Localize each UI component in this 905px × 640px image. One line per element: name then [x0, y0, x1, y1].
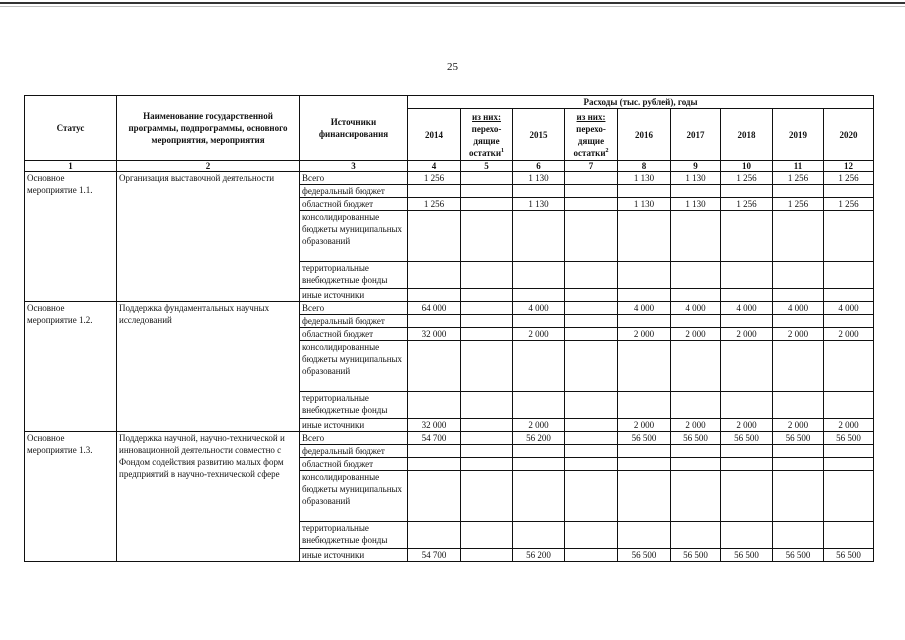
value-cell — [408, 315, 461, 328]
header-carryover-1 — [461, 109, 513, 161]
value-cell: 2 000 — [671, 328, 721, 341]
value-cell: 1 256 — [773, 198, 824, 211]
value-cell — [824, 471, 874, 522]
table-row — [25, 432, 874, 445]
value-cell — [565, 198, 618, 211]
value-cell — [671, 289, 721, 302]
column-number: 11 — [773, 161, 824, 172]
source-cell: иные источники — [300, 419, 408, 432]
value-cell: 4 000 — [773, 302, 824, 315]
value-cell: 56 500 — [618, 549, 671, 562]
column-number: 2 — [117, 161, 300, 172]
value-cell: 4 000 — [513, 302, 565, 315]
value-cell — [408, 445, 461, 458]
value-cell — [461, 419, 513, 432]
header-carryover-1-body: перехо-дящие остатки — [468, 123, 502, 158]
value-cell — [513, 289, 565, 302]
source-cell: областной бюджет — [300, 328, 408, 341]
value-cell — [461, 211, 513, 262]
header-program-name: Наименование государственной программы, подпрограммы, основного мероприятия, мероприятия — [117, 96, 300, 161]
value-cell — [824, 185, 874, 198]
value-cell — [671, 341, 721, 392]
value-cell: 56 500 — [618, 432, 671, 445]
value-cell — [618, 445, 671, 458]
table-row — [25, 302, 874, 315]
value-cell — [513, 392, 565, 419]
value-cell — [408, 522, 461, 549]
header-carryover-2-note: 2 — [605, 147, 609, 154]
value-cell: 54 700 — [408, 549, 461, 562]
value-cell: 56 500 — [721, 432, 773, 445]
value-cell: 56 500 — [773, 432, 824, 445]
column-number: 8 — [618, 161, 671, 172]
value-cell — [671, 392, 721, 419]
value-cell — [824, 341, 874, 392]
value-cell — [618, 471, 671, 522]
value-cell — [773, 458, 824, 471]
value-cell: 2 000 — [618, 419, 671, 432]
value-cell — [618, 392, 671, 419]
value-cell — [513, 341, 565, 392]
value-cell — [513, 458, 565, 471]
value-cell — [408, 341, 461, 392]
source-cell: территориальные внебюджетные фонды — [300, 262, 408, 289]
value-cell — [408, 458, 461, 471]
source-cell: консолидированные бюджеты муниципальных образований — [300, 471, 408, 522]
value-cell — [408, 471, 461, 522]
header-carryover-2 — [565, 109, 618, 161]
value-cell: 4 000 — [721, 302, 773, 315]
value-cell — [721, 262, 773, 289]
source-cell: иные источники — [300, 289, 408, 302]
value-cell — [721, 471, 773, 522]
value-cell: 56 500 — [824, 549, 874, 562]
value-cell — [721, 211, 773, 262]
value-cell — [773, 471, 824, 522]
value-cell — [461, 262, 513, 289]
value-cell: 1 256 — [824, 198, 874, 211]
source-cell: территориальные внебюджетные фонды — [300, 522, 408, 549]
value-cell — [721, 315, 773, 328]
program-name-cell: Поддержка фундаментальных научных исследований — [117, 302, 300, 432]
value-cell: 4 000 — [824, 302, 874, 315]
value-cell: 4 000 — [671, 302, 721, 315]
value-cell — [773, 289, 824, 302]
value-cell: 1 256 — [721, 198, 773, 211]
value-cell — [408, 392, 461, 419]
value-cell — [461, 328, 513, 341]
value-cell — [618, 185, 671, 198]
source-cell: областной бюджет — [300, 458, 408, 471]
value-cell: 1 256 — [408, 172, 461, 185]
value-cell: 1 130 — [618, 172, 671, 185]
value-cell — [565, 302, 618, 315]
value-cell: 1 256 — [773, 172, 824, 185]
header-carryover-1-top: из них: — [472, 111, 501, 122]
value-cell: 2 000 — [513, 419, 565, 432]
source-cell: федеральный бюджет — [300, 445, 408, 458]
value-cell — [721, 392, 773, 419]
value-cell — [824, 392, 874, 419]
value-cell: 1 130 — [618, 198, 671, 211]
value-cell — [408, 211, 461, 262]
status-cell: Основное мероприятие 1.2. — [25, 302, 117, 432]
value-cell — [513, 185, 565, 198]
value-cell — [461, 302, 513, 315]
value-cell — [773, 445, 824, 458]
value-cell — [824, 262, 874, 289]
scan-border-line — [0, 2, 905, 4]
value-cell — [408, 185, 461, 198]
value-cell — [565, 432, 618, 445]
value-cell: 2 000 — [773, 328, 824, 341]
column-number: 10 — [721, 161, 773, 172]
value-cell — [773, 341, 824, 392]
header-sources: Источники финансирования — [300, 96, 408, 161]
value-cell: 64 000 — [408, 302, 461, 315]
value-cell — [513, 211, 565, 262]
value-cell — [824, 522, 874, 549]
value-cell — [461, 458, 513, 471]
value-cell — [565, 328, 618, 341]
value-cell — [565, 458, 618, 471]
source-cell: территориальные внебюджетные фонды — [300, 392, 408, 419]
value-cell: 56 500 — [824, 432, 874, 445]
value-cell: 1 130 — [671, 198, 721, 211]
value-cell — [565, 341, 618, 392]
value-cell: 1 130 — [513, 172, 565, 185]
status-cell: Основное мероприятие 1.1. — [25, 172, 117, 302]
value-cell — [618, 522, 671, 549]
value-cell — [565, 211, 618, 262]
value-cell: 2 000 — [721, 328, 773, 341]
value-cell — [618, 315, 671, 328]
value-cell — [618, 289, 671, 302]
value-cell — [461, 392, 513, 419]
value-cell — [461, 471, 513, 522]
source-cell: федеральный бюджет — [300, 315, 408, 328]
column-number: 12 — [824, 161, 874, 172]
value-cell — [824, 445, 874, 458]
value-cell — [671, 458, 721, 471]
program-name-cell: Поддержка научной, научно-технической и инновационной деятельности совместно с Фондом содействия развитию малых форм предприятий в научно-технической сфере — [117, 432, 300, 562]
value-cell — [824, 315, 874, 328]
value-cell — [824, 211, 874, 262]
header-year-2016: 2016 — [618, 109, 671, 161]
value-cell — [773, 392, 824, 419]
value-cell: 2 000 — [721, 419, 773, 432]
source-cell: консолидированные бюджеты муниципальных образований — [300, 341, 408, 392]
value-cell — [721, 522, 773, 549]
value-cell — [565, 185, 618, 198]
column-number: 6 — [513, 161, 565, 172]
column-number-row — [25, 161, 874, 172]
page-number: 25 — [447, 61, 458, 73]
status-cell: Основное мероприятие 1.3. — [25, 432, 117, 562]
value-cell — [565, 471, 618, 522]
value-cell — [721, 289, 773, 302]
header-year-2018: 2018 — [721, 109, 773, 161]
value-cell: 2 000 — [824, 328, 874, 341]
header-year-2019: 2019 — [773, 109, 824, 161]
budget-table — [24, 95, 874, 562]
column-number: 1 — [25, 161, 117, 172]
value-cell — [461, 315, 513, 328]
value-cell — [513, 471, 565, 522]
value-cell — [618, 458, 671, 471]
value-cell: 1 256 — [721, 172, 773, 185]
value-cell: 56 500 — [773, 549, 824, 562]
table-row — [25, 172, 874, 185]
value-cell — [461, 341, 513, 392]
value-cell: 2 000 — [773, 419, 824, 432]
value-cell — [671, 185, 721, 198]
value-cell — [824, 458, 874, 471]
value-cell: 56 500 — [721, 549, 773, 562]
source-cell: Всего — [300, 302, 408, 315]
header-year-2017: 2017 — [671, 109, 721, 161]
value-cell — [773, 522, 824, 549]
source-cell: областной бюджет — [300, 198, 408, 211]
value-cell: 56 200 — [513, 549, 565, 562]
value-cell: 2 000 — [824, 419, 874, 432]
value-cell — [565, 549, 618, 562]
value-cell — [461, 185, 513, 198]
value-cell — [671, 522, 721, 549]
value-cell — [671, 211, 721, 262]
column-number: 9 — [671, 161, 721, 172]
source-cell: иные источники — [300, 549, 408, 562]
value-cell — [565, 392, 618, 419]
column-number: 4 — [408, 161, 461, 172]
value-cell — [565, 289, 618, 302]
program-name-cell: Организация выставочной деятельности — [117, 172, 300, 302]
value-cell — [773, 185, 824, 198]
value-cell — [513, 445, 565, 458]
value-cell: 56 200 — [513, 432, 565, 445]
value-cell — [565, 315, 618, 328]
value-cell: 56 500 — [671, 549, 721, 562]
value-cell: 1 130 — [513, 198, 565, 211]
value-cell — [565, 419, 618, 432]
value-cell — [565, 262, 618, 289]
value-cell — [618, 262, 671, 289]
value-cell — [721, 185, 773, 198]
header-year-2015: 2015 — [513, 109, 565, 161]
value-cell — [721, 445, 773, 458]
value-cell: 1 256 — [824, 172, 874, 185]
source-cell: Всего — [300, 172, 408, 185]
source-cell: консолидированные бюджеты муниципальных образований — [300, 211, 408, 262]
value-cell: 32 000 — [408, 419, 461, 432]
value-cell — [461, 432, 513, 445]
value-cell — [721, 458, 773, 471]
header-expenses-group: Расходы (тыс. рублей), годы — [408, 96, 874, 109]
value-cell: 2 000 — [671, 419, 721, 432]
value-cell — [671, 445, 721, 458]
header-year-2020: 2020 — [824, 109, 874, 161]
value-cell — [565, 445, 618, 458]
value-cell — [565, 172, 618, 185]
value-cell: 1 130 — [671, 172, 721, 185]
header-carryover-2-body: перехо-дящие остатки — [573, 123, 606, 158]
value-cell: 2 000 — [513, 328, 565, 341]
source-cell: Всего — [300, 432, 408, 445]
column-number: 3 — [300, 161, 408, 172]
value-cell — [461, 549, 513, 562]
value-cell — [513, 262, 565, 289]
value-cell — [618, 211, 671, 262]
value-cell — [671, 471, 721, 522]
value-cell: 2 000 — [618, 328, 671, 341]
header-year-2014: 2014 — [408, 109, 461, 161]
source-cell: федеральный бюджет — [300, 185, 408, 198]
value-cell — [721, 341, 773, 392]
value-cell — [408, 289, 461, 302]
header-carryover-2-top: из них: — [576, 111, 606, 122]
value-cell — [461, 445, 513, 458]
value-cell — [461, 198, 513, 211]
header-carryover-1-note: 1 — [501, 147, 505, 154]
column-number: 5 — [461, 161, 513, 172]
value-cell — [513, 522, 565, 549]
value-cell — [461, 172, 513, 185]
value-cell — [513, 315, 565, 328]
value-cell — [461, 522, 513, 549]
value-cell: 4 000 — [618, 302, 671, 315]
table-body — [25, 172, 874, 562]
value-cell — [565, 522, 618, 549]
value-cell — [461, 289, 513, 302]
value-cell: 54 700 — [408, 432, 461, 445]
value-cell — [773, 315, 824, 328]
value-cell: 32 000 — [408, 328, 461, 341]
value-cell: 56 500 — [671, 432, 721, 445]
header-status: Статус — [25, 96, 117, 161]
value-cell — [618, 341, 671, 392]
value-cell — [671, 315, 721, 328]
value-cell — [773, 211, 824, 262]
value-cell: 1 256 — [408, 198, 461, 211]
column-number: 7 — [565, 161, 618, 172]
value-cell — [773, 262, 824, 289]
value-cell — [824, 289, 874, 302]
value-cell — [671, 262, 721, 289]
value-cell — [408, 262, 461, 289]
